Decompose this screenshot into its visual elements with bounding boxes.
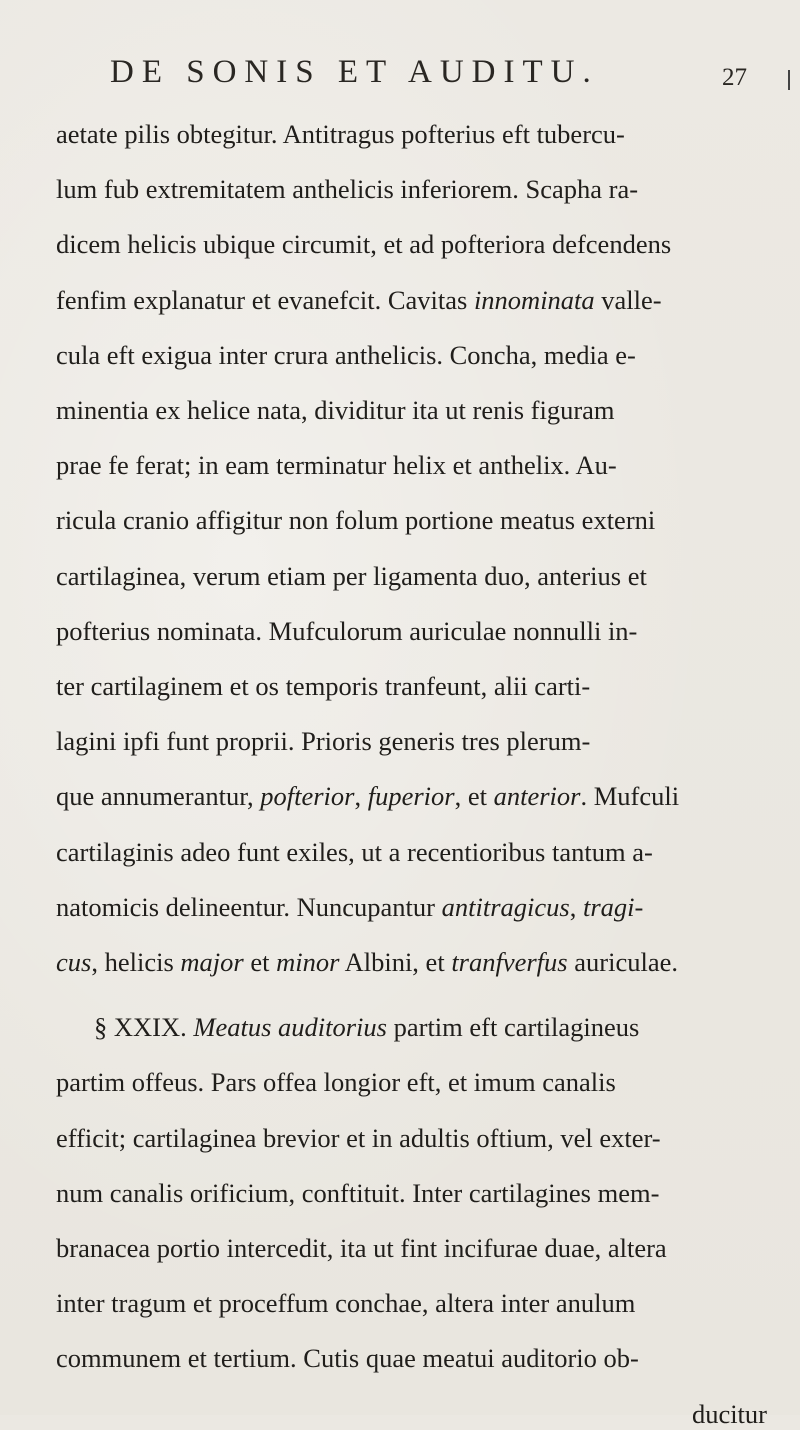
- text-segment: num canalis orificium, conftituit. Inter cartilagines mem-: [56, 1178, 660, 1208]
- text-segment: communem et tertium. Cutis quae meatui auditorio ob-: [56, 1343, 639, 1373]
- text-segment: cula eft exigua inter crura anthelicis. Concha, media e-: [56, 340, 636, 370]
- italic-segment: Meatus auditorius: [193, 1012, 387, 1042]
- text-line: [56, 449, 776, 481]
- text-line: [56, 339, 776, 371]
- text-line: [56, 836, 776, 868]
- text-line: [56, 946, 776, 978]
- italic-segment: pofterior: [260, 781, 355, 811]
- text-line: [56, 228, 776, 260]
- text-segment: branacea portio intercedit, ita ut fint incifurae duae, altera: [56, 1233, 667, 1263]
- text-segment: minentia ex helice nata, dividitur ita ut renis figuram: [56, 395, 615, 425]
- text-line: [56, 394, 776, 426]
- text-segment: lum fub extremitatem anthelicis inferiorem. Scapha ra-: [56, 174, 639, 204]
- text-segment: ,: [569, 892, 583, 922]
- text-segment: efficit; cartilaginea brevior et in adultis oftium, vel exter-: [56, 1123, 661, 1153]
- italic-segment: anterior: [493, 781, 581, 811]
- italic-segment: cus: [56, 947, 92, 977]
- italic-segment: tragi-: [582, 892, 644, 922]
- text-segment: dicem helicis ubique circumit, et ad pofteriora defcendens: [56, 229, 672, 259]
- text-segment: ricula cranio affigitur non folum portione meatus externi: [56, 505, 656, 535]
- text-segment: cartilaginea, verum etiam per ligamenta duo, anterius et: [56, 561, 647, 591]
- text-line: [56, 284, 776, 316]
- text-segment: fenfim explanatur et evanefcit. Cavitas: [56, 285, 474, 315]
- text-segment: cartilaginis adeo funt exiles, ut a recentioribus tantum a-: [56, 837, 653, 867]
- text-line: [56, 780, 776, 812]
- text-segment: aetate pilis obtegitur. Antitragus pofterius eft tubercu-: [56, 119, 625, 149]
- text-line: [56, 1066, 776, 1098]
- text-line: [56, 725, 776, 757]
- text-segment: , helicis: [91, 947, 181, 977]
- text-segment: ,: [354, 781, 368, 811]
- text-segment: partim eft cartilagineus: [386, 1012, 640, 1042]
- running-title: DE SONIS ET AUDITU.: [110, 54, 599, 90]
- page-number: 27: [722, 64, 747, 91]
- text-line: [56, 118, 776, 150]
- section-heading-line: [94, 1011, 800, 1043]
- text-line: [56, 504, 776, 536]
- italic-segment: minor: [276, 947, 340, 977]
- text-segment: que annumerantur,: [56, 781, 261, 811]
- text-line: [56, 891, 776, 923]
- italic-segment: tranfverfus: [451, 947, 568, 977]
- text-line: [56, 670, 776, 702]
- text-line: [56, 615, 776, 647]
- text-line: [56, 1232, 776, 1264]
- text-segment: pofterius nominata. Mufculorum auriculae nonnulli in-: [56, 616, 638, 646]
- text-line: [56, 1122, 776, 1154]
- catchword: [692, 1398, 767, 1430]
- text-segment: ter cartilaginem et os temporis tranfeunt, alii carti-: [56, 671, 591, 701]
- italic-segment: major: [180, 947, 244, 977]
- text-segment: inter tragum et proceffum conchae, altera inter anulum: [56, 1288, 636, 1318]
- text-segment: et: [243, 947, 277, 977]
- italic-segment: innominata: [473, 285, 595, 315]
- text-segment: natomicis delineentur. Nuncupantur: [56, 892, 442, 922]
- text-line: [56, 1177, 776, 1209]
- text-segment: ducitur: [691, 1399, 767, 1429]
- italic-segment: antitragicus: [441, 892, 570, 922]
- text-segment: lagini ipfi funt proprii. Prioris generis tres plerum-: [56, 726, 591, 756]
- text-segment: partim offeus. Pars offea longior eft, et imum canalis: [56, 1067, 616, 1097]
- page-header: [0, 54, 800, 94]
- text-segment: § XXIX.: [94, 1012, 194, 1042]
- text-segment: . Mufculi: [580, 781, 680, 811]
- italic-segment: fuperior: [367, 781, 455, 811]
- text-line: [56, 1342, 776, 1374]
- text-segment: auriculae.: [567, 947, 678, 977]
- text-line: [56, 560, 776, 592]
- text-segment: valle-: [594, 285, 662, 315]
- text-line: [56, 1287, 776, 1319]
- text-segment: prae fe ferat; in eam terminatur helix et anthelix. Au-: [56, 450, 617, 480]
- page-edge-mark: [788, 70, 790, 90]
- text-segment: Albini, et: [339, 947, 452, 977]
- text-line: [56, 173, 776, 205]
- text-segment: , et: [454, 781, 494, 811]
